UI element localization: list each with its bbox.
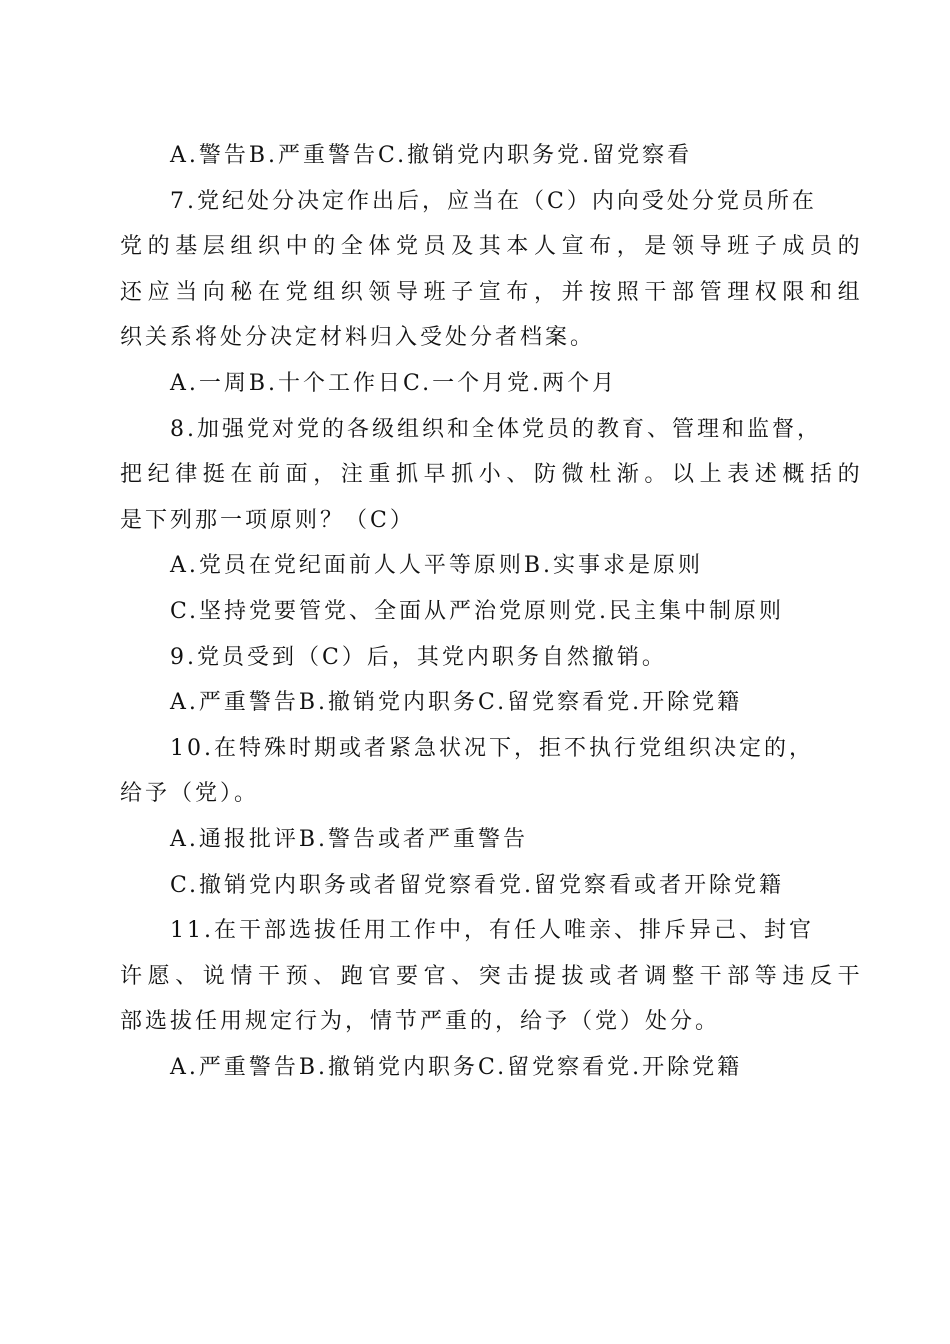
question-9-line-1: 9.党员受到（C）后，其党内职务自然撤销。 [170, 644, 667, 670]
question-8-line-1: 8.加强党对党的各级组织和全体党员的教育、管理和监督， [170, 416, 822, 442]
option-line-q6: A.警告B.严重警告C.撤销党内职务党.留党察看 [170, 143, 693, 168]
option-line-q9: A.严重警告B.撤销党内职务C.留党察看党.开除党籍 [170, 690, 743, 716]
question-11-line-1: 11.在干部选拔任用工作中，有任人唯亲、排斥异己、封官 [170, 918, 814, 944]
option-line-q8-c: C.坚持党要管党、全面从严治党原则党.民主集中制原则 [170, 598, 785, 624]
document-body [120, 133, 866, 1090]
question-8-line-2: 把纪律挺在前面，注重抓早抓小、防微杜渐。以上表述概括的 [120, 462, 866, 488]
question-11-line-2: 许愿、说情干预、跑官要官、突击提拔或者调整干部等违反干 [120, 963, 866, 989]
question-8-line-3: 是下列那一项原则？（C） [120, 507, 415, 533]
question-7-line-4: 织关系将处分决定材料归入受处分者档案。 [120, 325, 596, 351]
option-line-q11: A.严重警告B.撤销党内职务C.留党察看党.开除党籍 [170, 1054, 743, 1080]
option-line-q10-c: C.撤销党内职务或者留党察看党.留党察看或者开除党籍 [170, 872, 785, 898]
option-line-q7: A.一周B.十个工作日C.一个月党.两个月 [170, 370, 618, 396]
question-7-line-3: 还应当向秘在党组织领导班子宣布，并按照干部管理权限和组 [120, 279, 866, 305]
question-7-line-2: 党的基层组织中的全体党员及其本人宣布，是领导班子成员的 [120, 234, 866, 260]
question-10-line-2: 给予（党）。 [120, 781, 260, 807]
option-line-q10-a: A.通报批评B.警告或者严重警告 [170, 826, 529, 852]
question-7-line-1: 7.党纪处分决定作出后，应当在（C）内向受处分党员所在 [170, 188, 817, 214]
question-11-line-3: 部选拔任用规定行为，情节严重的，给予（党）处分。 [120, 1009, 721, 1035]
question-10-line-1: 10.在特殊时期或者紧急状况下，拒不执行党组织决定的， [170, 735, 814, 761]
option-line-q8-a: A.党员在党纪面前人人平等原则B.实事求是原则 [170, 553, 704, 579]
